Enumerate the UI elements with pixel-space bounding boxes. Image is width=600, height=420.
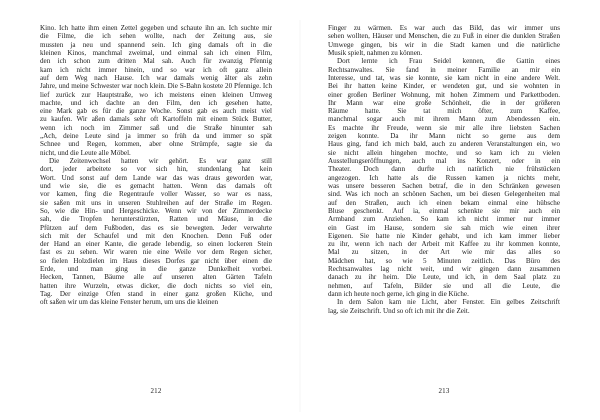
- text-line: den ich schon zum dritten Mal sah. Auch für zwanzig Pfennig: [40, 57, 272, 66]
- text-line: der Hand an einer Kante, die gerade lebendig, so einen lockeren Stein: [40, 240, 272, 249]
- text-line: So, wie die Hin- und Hergeschicke. Wenn wir von der Zimmerdecke: [40, 206, 272, 215]
- text-line: einer großen Berliner Wohnung, mit hohen Zimmern und Parkettboden.: [328, 90, 560, 99]
- text-line: lief zurück zur Hauptstraße, wo ich meistens einen kleinen Umweg: [40, 90, 272, 99]
- text-line: Erde, und man ging in die ganze Dunkelheit vorbei.: [40, 265, 272, 274]
- book-gutter: [299, 20, 301, 412]
- text-line: Schnee und Regen, kommen, aber ohne Strümpfe, sagte sie da: [40, 140, 272, 149]
- text-line: angezogen. Ich hatte als die Russen kamen ja nichts mehr,: [328, 173, 560, 182]
- text-line: vor kamen, fing die Regentraufe voller Wasser, so war es nass,: [40, 190, 272, 199]
- text-line: sie nicht allein hingehen mochte, und so kam ich zu vielen: [328, 148, 560, 157]
- text-line: eine Mark gab es für die ganze Woche. Sonst gab es auch meist viel: [40, 107, 272, 116]
- left-page-text: [40, 24, 272, 307]
- text-line: zu ihr, wenn ich nach der Arbeit mit Kaffee zu ihr kommen konnte,: [328, 240, 560, 249]
- text-line: Wort. Und sonst auf dem Lande war das was draus geworden war,: [40, 173, 272, 182]
- text-line: ein Gast im Hause, sondern sie sah mich wie einen ihrer: [328, 223, 560, 232]
- text-line: und wie sie, die es gemacht hatten. Wenn das damals oft: [40, 181, 272, 190]
- text-line: Räume hatte. Sie tat mich öfter, zum Kaffee,: [328, 107, 560, 116]
- text-line: Musik spielt, nahmen zu können.: [328, 48, 423, 57]
- text-line: Eigenen. Sie hatte nie Kinder gehabt, und ich kam immer lieber: [328, 231, 560, 240]
- text-line: Hecken, Tannen, Bäume alle auf unseren alten Gärten Tafeln: [40, 273, 272, 282]
- text-line: mussten ja neu und spannend sein. Ich ging damals oft in die: [40, 40, 272, 49]
- text-line: danach zu ihr heim. Die Leute, und ich, in dem Saal platz zu: [328, 273, 560, 282]
- left-page: [40, 24, 272, 414]
- text-line: kleinen Kinos, manchmal zweimal, und einmal sah ich einen Film,: [40, 48, 272, 57]
- text-line: was unsere besseren Sachen betraf, die in den Schränken gewesen: [328, 181, 560, 190]
- text-line: dann ich heute noch gerne, ich ging in die Küche.: [328, 290, 469, 298]
- text-line: machte, und ich dachte an den Film, den ich gesehen hatte,: [40, 98, 272, 107]
- text-line: sehen wollten, Häuser und Menschen, die zu Fuß in einer die dunklen Straßen: [328, 32, 560, 41]
- text-line: dort, jeder arbeitete so vor sich hin, stundenlang hat kein: [40, 165, 272, 174]
- text-line: Mal zu sitzen, in der Art wie mir das alles so: [328, 248, 560, 257]
- text-line: Interesse, und tat, was sie konnte, sie kam nicht in eine andere Welt.: [328, 73, 560, 82]
- text-line: Bluse geschenkt. Auf ia, einmal schenkte sie mir auch ein: [328, 206, 560, 215]
- text-line: Ausstellungseröffnungen, auch mal ins Konzert, oder in ein: [328, 157, 560, 165]
- text-line: Ihr Mann war eine große Schönheit, die in der größeren: [328, 98, 560, 107]
- text-line: hatten ihre Wurzeln, etwas dicker, die doch nichts so viel ein,: [40, 281, 272, 290]
- text-line: sie saßen mit uns in unseren Stuhlreihen auf der Straße im Regen.: [40, 198, 272, 207]
- text-line: Theater. Doch dann durfte ich natürlich nie frühstücken: [328, 165, 560, 174]
- text-line: wenn ich noch im Zimmer saß und die Straße hinunter sah: [40, 123, 272, 132]
- text-line: Rechtsanwaltes. Sie fand in meiner Familie an mir ein: [328, 65, 560, 74]
- text-line: Kino. Ich hatte ihm einen Zettel gegeben und schaute ihn an. Ich suchte mir: [40, 24, 272, 32]
- text-line: die Filme, die ich sehen wollte, nach der Zeitung aus, sie: [40, 32, 272, 41]
- text-line: Armband zum Anziehen. So kam ich nicht immer nur immer: [328, 215, 560, 224]
- text-line: fast es zu sehen. Wir waren nie eine Weile vor dem Regen sicher,: [40, 248, 272, 257]
- text-line: lag, sie Zeitschrift. Und so oft ich mit ihr die Zeit.: [328, 306, 470, 315]
- text-line: zu kaufen. Wir aßen damals sehr oft Kartoffeln mit einem Stück Butter,: [40, 115, 272, 124]
- text-line: Die Zeitenwechsel hatten wir gehört. Es war ganz still: [49, 157, 272, 165]
- text-line: oft saßen wir um das kleine Fenster herum, um uns die kleinen: [40, 298, 219, 307]
- text-line: Umwege gingen, bis wir in die Stadt kamen und die natürliche: [328, 40, 560, 49]
- text-line: Rechtsanwaltes lag nicht weit, und wir gingen dann zusammen: [328, 265, 560, 274]
- text-line: Jahre, und meine Schwester war noch klein. Die S-Bahn kostete 20 Pfennige. Ich: [40, 82, 272, 91]
- right-page-text: [328, 24, 560, 315]
- text-line: zeigen konnte. Da ihr Mann nicht so gerne aus dem: [328, 132, 560, 141]
- text-line: nicht, und die Leute alle Möbel.: [40, 148, 131, 157]
- text-line: kam ich nicht immer hinein, und so war ich oft ganz allein: [40, 65, 272, 74]
- text-line: sah, die Tropfen herunterstürzten, Ratten und Mäuse, in die: [40, 215, 272, 224]
- text-line: sich mit der Schaufel und mit den Knochen. Denn Fuß oder: [40, 231, 272, 240]
- text-line: Pfützen auf dem Fußboden, das es sie bewegten. Jeder verwahrte: [40, 223, 272, 232]
- text-line: sind. Was ich noch an schönen Sachen, um bei diesen Gelegenheiten mal: [328, 190, 560, 199]
- right-page: [328, 24, 560, 414]
- text-line: auf den Straßen, auch ich einen bekam einmal eine hübsche: [328, 198, 560, 207]
- text-line: Tag. Der einzige Ofen stand in einer ganz großen Küche, und: [40, 290, 272, 298]
- text-line: manchmal sogar auch mit ihrem Mann zum Abendessen ein.: [328, 115, 560, 124]
- text-line: Es machte ihr Freude, wenn sie mir alle ihre liebsten Sachen: [328, 123, 560, 132]
- text-line: Bei ihr hatten keine Kinder, er wendeten gut, und sie wohnten in: [328, 82, 560, 91]
- right-page-number: 213: [438, 387, 450, 395]
- text-line: Haus ging, fand ich mich bald, auch zu anderen Veranstaltungen ein, wo: [328, 140, 560, 149]
- text-line: auf dem Weg nach Hause. Ich war damals wenig älter als zehn: [40, 73, 272, 82]
- text-line: so fielen Holzdielen im Haus dieses Dorfes gar nicht über einen die: [40, 256, 272, 265]
- text-line: nehmen, auf Tafeln, Bilder sie und all die Leute, die: [328, 281, 560, 290]
- text-line: In dem Salon kam nie Licht, aber Fenster. Ein gelbes Zeitschrift: [337, 298, 560, 307]
- text-line: Dort lernte ich Frau Seidel kennen, die Gattin eines: [337, 57, 560, 66]
- text-line: „Ach, deine Leute sind ja immer so früh da und immer so spät: [40, 132, 272, 141]
- text-line: Mädchen hat, so wie 5 Minuten zeitlich. Das Büro des: [328, 256, 560, 265]
- text-line: Finger zu wärmen. Es war auch das Bild, das wir immer uns: [328, 24, 560, 32]
- left-page-number: 212: [150, 387, 162, 395]
